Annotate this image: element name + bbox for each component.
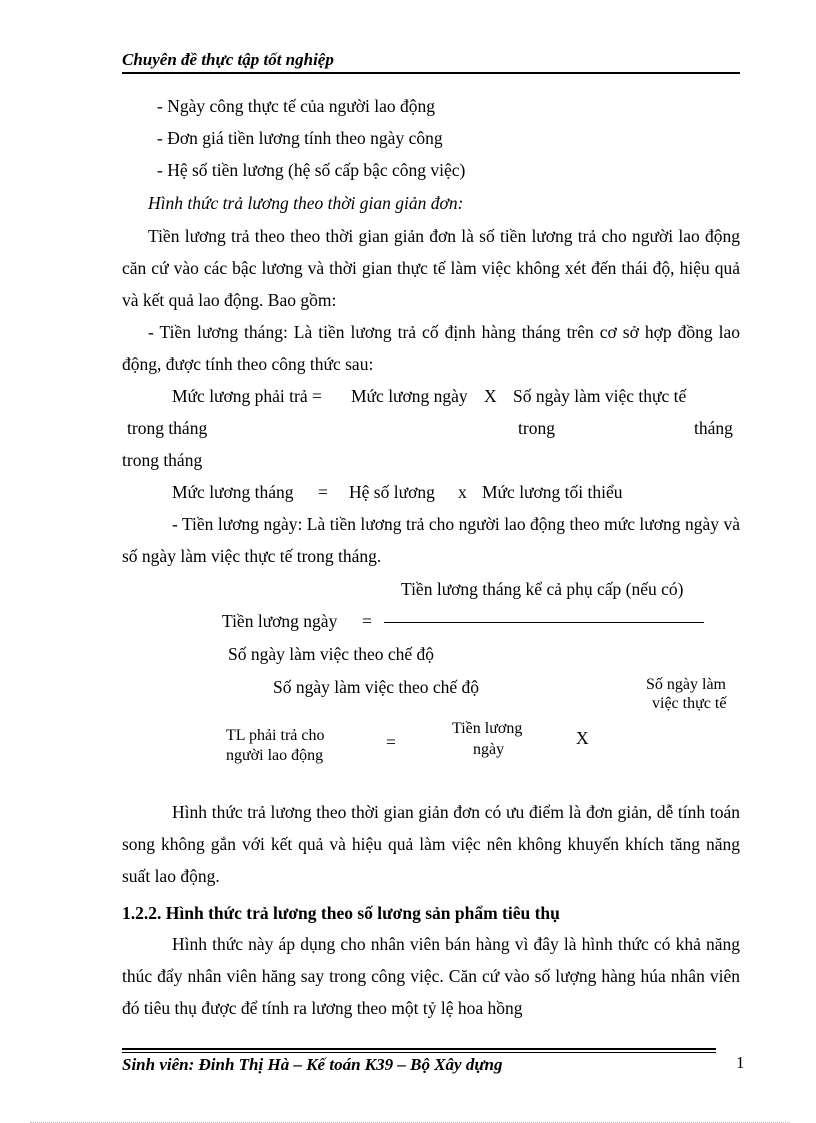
footer-divider-thin [122, 1052, 716, 1053]
section-heading: 1.2.2. Hình thức trả lương theo số lương sản phẩm tiêu thụ [122, 903, 560, 923]
fraction-bar [384, 622, 704, 623]
formula4-lhs-2: người lao động [226, 747, 324, 764]
footer-text: Sinh viên: Đinh Thị Hà – Kế toán K39 – Bộ Xây dựng [122, 1055, 503, 1074]
formula4-top-right-1: Số ngày làm [646, 676, 726, 693]
formula1-row2-a: trong tháng [127, 418, 208, 438]
paragraph: Hình thức này áp dụng cho nhân viên bán hàng vì đây là hình thức có khả năng thúc đẩy nhân viên hăng say trong công việc. Căn cứ vào số lượng hàng húa nhân viên đó tiêu thụ được để tính ra lương theo một tỷ lệ hoa hồng [122, 934, 740, 1018]
formula4-term1-2: ngày [473, 741, 505, 758]
formula2-lhs: Mức lương tháng [172, 482, 294, 502]
formula4-top-center: Số ngày làm việc theo chế độ [273, 677, 480, 697]
formula2-term1: Hệ số lương [349, 482, 435, 502]
formula4-equals: = [386, 732, 396, 752]
formula3-equals: = [362, 611, 372, 631]
page-number: 1 [736, 1053, 745, 1072]
list-item: - Hệ số tiền lương (hệ số cấp bậc công việc) [157, 160, 466, 180]
paragraph: Tiền lương trả theo theo thời gian giản đơn là số tiền lương trả cho người lao động căn cứ vào các bậc lương và thời gian thực tế làm việc không xét đến thái độ, hiệu quả và kết quả lao động. Bao gồm: [122, 226, 740, 310]
paragraph: - Tiền lương ngày: Là tiền lương trả cho người lao động theo mức lương ngày và số ngày làm việc thực tế trong tháng. [122, 514, 740, 566]
paragraph: Hình thức trả lương theo thời gian giản đơn có ưu điểm là đơn giản, dễ tính toán song không gắn với kết quả và hiệu quả làm việc nên không khuyến khích tăng năng suất lao động. [122, 802, 740, 886]
formula4-lhs-1: TL phải trả cho [226, 727, 325, 744]
formula3-lhs: Tiền lương ngày [222, 611, 338, 631]
formula2-term2: Mức lương tối thiểu [482, 482, 623, 502]
formula2-equals: = [318, 482, 328, 502]
formula1-operator: X [484, 386, 497, 406]
list-item: - Đơn giá tiền lương tính theo ngày công [157, 128, 443, 148]
subheading: Hình thức trả lương theo thời gian giản đơn: [148, 193, 464, 213]
formula4-term1-1: Tiền lương [452, 720, 523, 737]
footer-divider [122, 1048, 716, 1050]
header-divider [122, 72, 740, 74]
formula3-numerator: Tiền lương tháng kể cả phụ cấp (nếu có) [401, 579, 684, 599]
formula1-row2-c: tháng [694, 418, 733, 438]
formula1-row2-b: trong [518, 418, 555, 438]
formula1-term1: Mức lương ngày [351, 386, 468, 406]
formula4-operator: X [576, 728, 589, 748]
list-item: - Ngày công thực tế của người lao động [157, 96, 436, 116]
formula1-term2: Số ngày làm việc thực tế [513, 386, 687, 406]
formula1-lhs: Mức lương phải trả = [172, 386, 322, 406]
formula3-denominator: Số ngày làm việc theo chế độ [228, 644, 435, 664]
paragraph: - Tiền lương tháng: Là tiền lương trả cố định hàng tháng trên cơ sở hợp đồng lao động, được tính theo công thức sau: [122, 322, 740, 374]
page-header-title: Chuyên đề thực tập tốt nghiệp [122, 50, 334, 69]
formula1-row3: trong tháng [122, 450, 203, 470]
formula4-top-right-2: việc thực tế [652, 695, 727, 712]
formula2-operator: x [458, 482, 467, 502]
